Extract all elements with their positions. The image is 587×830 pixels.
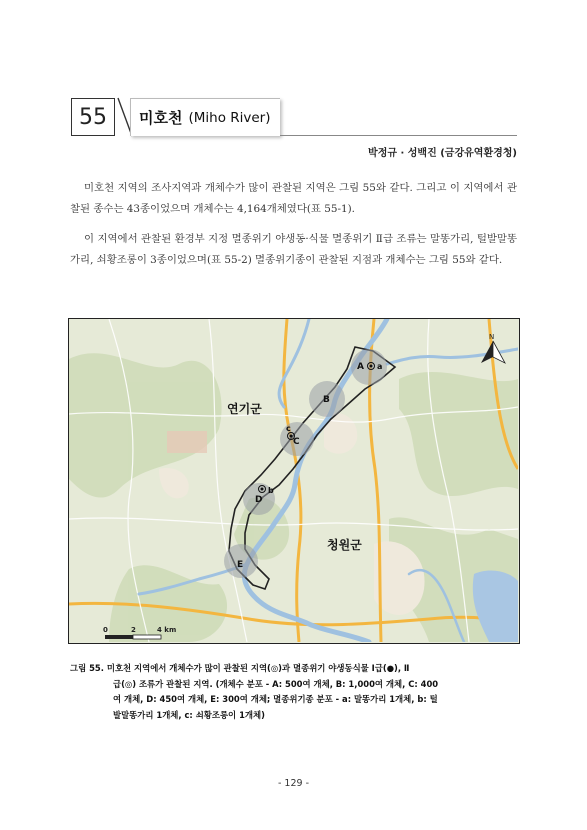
- area-label-e: E: [237, 560, 244, 570]
- region-label-cheongwon: 청원군: [327, 538, 362, 552]
- map-figure: [68, 318, 520, 644]
- title-english: (Miho River): [188, 109, 271, 126]
- caption-line-2: 급(◎) 조류가 관찰된 지역. (개체수 분포 - A: 500여 개체, B: 1,000여 개체, C: 400: [113, 678, 439, 689]
- map-patch: [167, 431, 207, 453]
- area-label-b: B: [323, 395, 330, 405]
- scale-label-0: 0: [103, 626, 108, 634]
- area-label-d: D: [255, 495, 263, 505]
- north-label: N: [489, 333, 495, 341]
- species-label-c: c: [286, 424, 291, 433]
- paragraph-1: 미호천 지역의 조사지역과 개체수가 많이 관찰된 지역은 그림 55와 같다. 그리고 이 지역에서 관찰된 종수는 43종이었으며 개체수는 4,164개체였다(표 55-1).: [70, 182, 517, 215]
- scale-label-2: 2: [131, 626, 136, 634]
- authors: 박정규 · 성백진 (금강유역환경청): [368, 148, 517, 159]
- caption-line-3: 여 개체, D: 450여 개체, E: 300여 개체; 멸종위기종 분포 - a: 말똥가리 1개체, b: 털: [113, 694, 438, 704]
- species-label-b: b: [268, 486, 274, 495]
- area-label-a: A: [357, 362, 364, 372]
- caption-line-1: 그림 55. 미호천 지역에서 개체수가 많이 관찰된 지역(◎)과 멸종위기 야생동식물 Ⅰ급(●), Ⅱ: [70, 663, 410, 673]
- title-rule: [280, 135, 517, 136]
- section-title: [130, 98, 280, 136]
- paragraph-2: 이 지역에서 관찰된 환경부 지정 멸종위기 야생동·식물 멸종위기 Ⅱ급 조류는 말똥가리, 털발말똥가리, 쇠황조롱이 3종이었으며(표 55-2) 멸종위기종이 관찰된 지점과 개체수는 그림 55와 같다.: [70, 233, 517, 266]
- scale-label-4km: 4 km: [157, 626, 177, 634]
- page-number: - 129 -: [277, 778, 310, 789]
- section-number: 55: [71, 98, 115, 136]
- area-label-c: C: [293, 437, 300, 447]
- map-svg: [69, 319, 518, 642]
- region-label-yeongi: 연기군: [227, 402, 262, 416]
- figure-caption: [70, 661, 520, 723]
- title-korean: 미호천: [139, 109, 183, 127]
- species-label-a: a: [377, 362, 383, 371]
- caption-line-4: 발말똥가리 1개체, c: 쇠황조롱이 1개체): [113, 709, 265, 720]
